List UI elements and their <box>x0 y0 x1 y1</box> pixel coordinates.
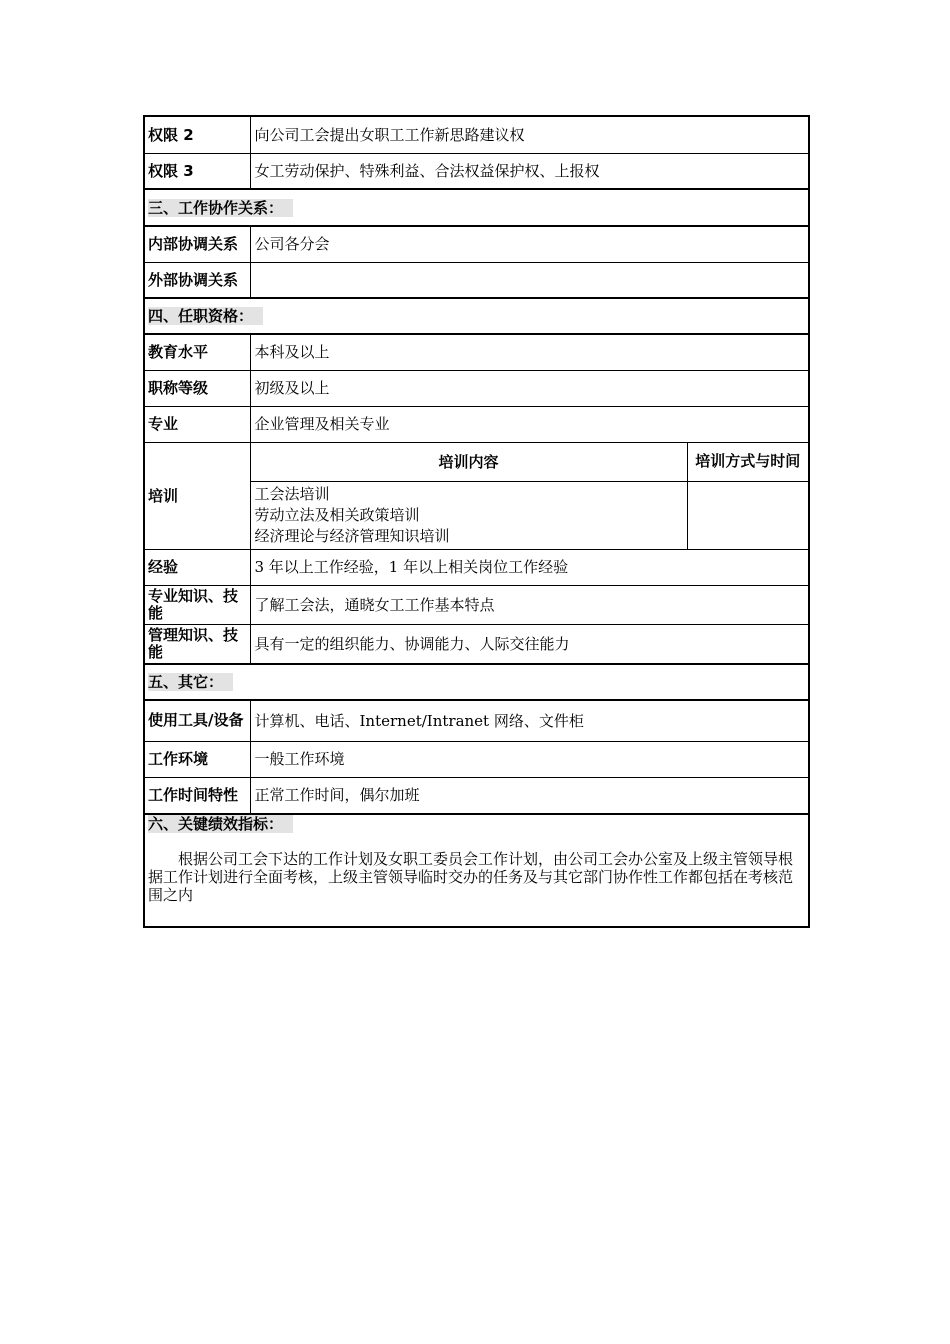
education-label: 教育水平 <box>144 334 250 370</box>
row-external-coordination <box>144 262 809 298</box>
permission-3-value: 女工劳动保护、特殊利益、合法权益保护权、上报权 <box>250 153 809 189</box>
training-item: 经济理论与经济管理知识培训 <box>254 526 450 545</box>
section-4-title: 四、任职资格： <box>148 307 263 325</box>
management-skill-label: 管理知识、技能 <box>144 624 250 664</box>
permission-3-label: 权限 3 <box>144 153 250 189</box>
permission-2-label: 权限 2 <box>144 116 250 153</box>
training-item: 工会法培训 <box>254 484 330 503</box>
internal-coordination-label: 内部协调关系 <box>144 226 250 262</box>
work-time-label: 工作时间特性 <box>144 777 250 814</box>
training-label: 培训 <box>144 442 250 549</box>
external-coordination-value <box>250 262 809 298</box>
tools-value: 计算机、电话、Internet/Intranet 网络、文件柜 <box>250 700 809 741</box>
internal-coordination-value: 公司各分会 <box>250 226 809 262</box>
experience-label: 经验 <box>144 549 250 585</box>
row-permission-2 <box>144 116 809 153</box>
environment-label: 工作环境 <box>144 741 250 777</box>
external-coordination-label: 外部协调关系 <box>144 262 250 298</box>
section-4-header <box>144 298 809 334</box>
title-level-value: 初级及以上 <box>250 370 809 406</box>
section-5-title: 五、其它： <box>148 673 233 691</box>
education-value: 本科及以上 <box>250 334 809 370</box>
row-management-skill <box>144 624 809 664</box>
section-3-header <box>144 189 809 226</box>
major-label: 专业 <box>144 406 250 442</box>
experience-value: 3 年以上工作经验，1 年以上相关岗位工作经验 <box>250 549 809 585</box>
title-level-label: 职称等级 <box>144 370 250 406</box>
row-internal-coordination <box>144 226 809 262</box>
permission-2-value: 向公司工会提出女职工工作新思路建议权 <box>250 116 809 153</box>
training-method-value <box>687 481 809 549</box>
training-content-header: 培训内容 <box>250 442 687 481</box>
section-5-header <box>144 664 809 700</box>
section-3-title: 三、工作协作关系： <box>148 199 293 217</box>
row-kpi-text <box>144 834 809 927</box>
management-skill-value: 具有一定的组织能力、协调能力、人际交往能力 <box>250 624 809 664</box>
work-time-value: 正常工作时间，偶尔加班 <box>250 777 809 814</box>
row-training-header <box>144 442 809 481</box>
row-education <box>144 334 809 370</box>
section-6-title: 六、关键绩效指标： <box>148 815 293 833</box>
training-item: 劳动立法及相关政策培训 <box>254 505 420 524</box>
row-tools <box>144 700 809 741</box>
row-work-time <box>144 777 809 814</box>
row-major <box>144 406 809 442</box>
row-environment <box>144 741 809 777</box>
row-title-level <box>144 370 809 406</box>
section-6-header <box>144 814 809 834</box>
major-value: 企业管理及相关专业 <box>250 406 809 442</box>
job-description-table <box>143 115 810 928</box>
tools-label: 使用工具/设备 <box>144 700 250 741</box>
environment-value: 一般工作环境 <box>250 741 809 777</box>
training-items <box>250 481 687 549</box>
row-professional-skill <box>144 585 809 624</box>
training-method-header: 培训方式与时间 <box>687 442 809 481</box>
kpi-paragraph: 根据公司工会下达的工作计划及女职工委员会工作计划，由公司工会办公室及上级主管领导根据工作计划进行全面考核，上级主管领导临时交办的任务及与其它部门协作性工作都包括在考核范围之内 <box>144 834 809 927</box>
row-permission-3 <box>144 153 809 189</box>
professional-skill-label: 专业知识、技能 <box>144 585 250 624</box>
professional-skill-value: 了解工会法，通晓女工工作基本特点 <box>250 585 809 624</box>
row-experience <box>144 549 809 585</box>
